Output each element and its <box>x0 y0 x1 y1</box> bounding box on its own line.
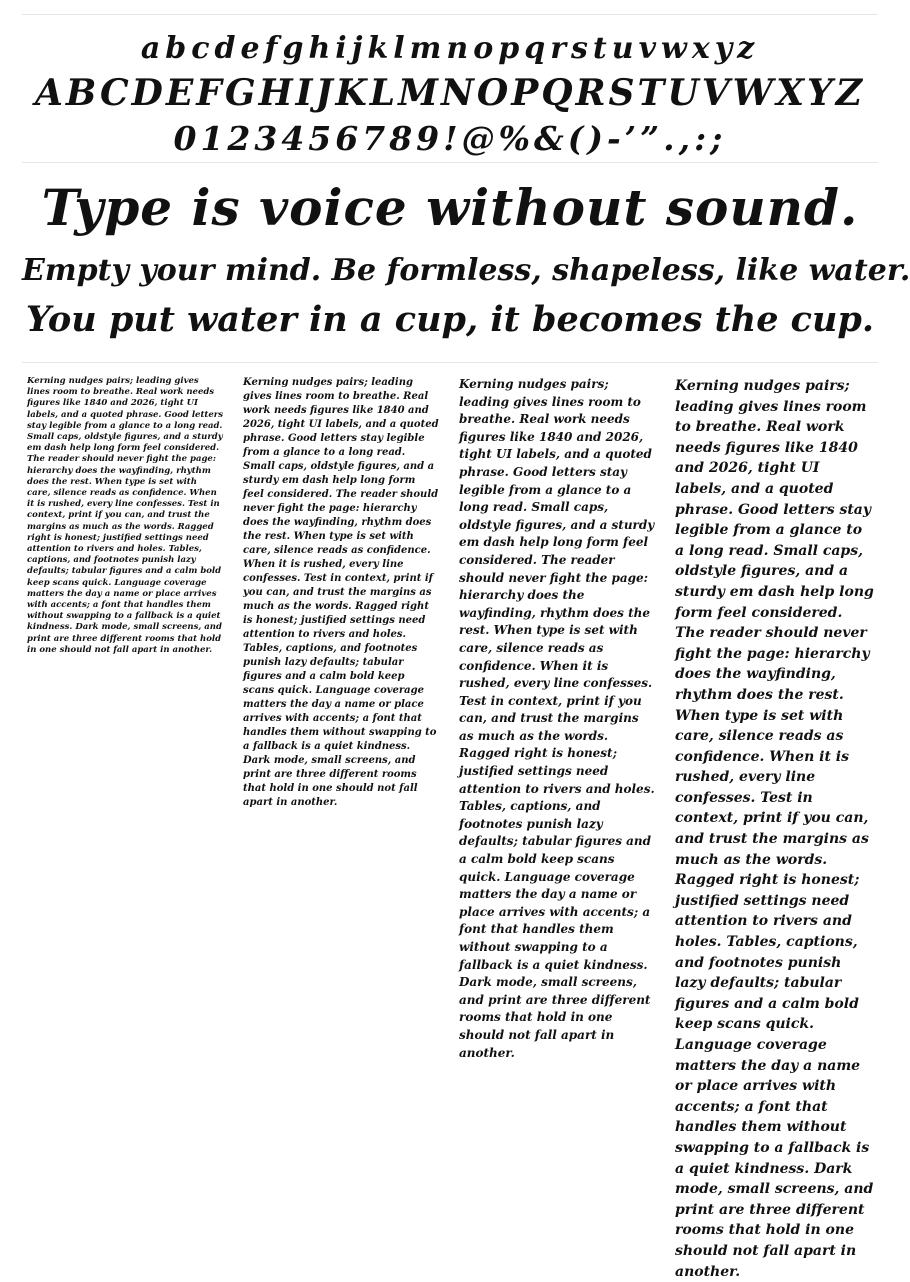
text-column-small: Kerning nudges pairs; leading gives lines room to breathe. Real work needs figures like 1840 and 2026, tight UI labels, and a quoted phrase. Good letters stay legible from a glance to a long read. Small caps, oldstyle figures, and a sturdy em dash help long form feel considered. The reader should never fight the page: hierarchy does the wayfinding, rhythm does the rest. When type is set with care, silence reads as confidence. When it is rushed, every line confesses. Test in context, print if you can, and trust the margins as much as the words. Ragged right is honest; justified settings need attention to rivers and holes. Tables, captions, and footnotes punish lazy defaults; tabular figures and a calm bold keep scans quick. Language coverage matters the day a name or place arrives with accents; a font that handles them without swapping to a fallback is a quiet kindness. Dark mode, small screens, and print are three different rooms that hold in one should not fall apart in another. <box>243 377 439 808</box>
display-headline: Type is voice without sound. <box>41 178 859 237</box>
lowercase-alphabet-row: abcdefghijklmnopqrstuvwxyz <box>140 31 760 66</box>
uppercase-alphabet-row: ABCDEFGHIJKLMNOPQRSTUVWXYZ <box>34 72 866 114</box>
display-line-2: Empty your mind. Be formless, shapeless, like water. <box>22 253 910 288</box>
text-column-smallest: Kerning nudges pairs; leading gives lines room to breathe. Real work needs figures like 1840 and 2026, tight UI labels, and a quoted phrase. Good letters stay legible from a glance to a long read. Small caps, oldstyle figures, and a sturdy em dash help long form feel considered. The reader should never fight the page: hierarchy does the wayfinding, rhythm does the rest. When type is set with care, silence reads as confidence. When it is rushed, every line confesses. Test in context, print if you can, and trust the margins as much as the words. Ragged right is honest; justified settings need attention to rivers and holes. Tables, captions, and footnotes punish lazy defaults; tabular figures and a calm bold keep scans quick. Language coverage matters the day a name or place arrives with accents; a font that handles them without swapping to a fallback is a quiet kindness. Dark mode, small screens, and print are three different rooms that hold in one should not fall apart in another. <box>27 376 223 655</box>
display-line-3: You put water in a cup, it becomes the cup. <box>25 299 875 340</box>
display-divider <box>22 362 878 363</box>
glyph-divider <box>22 162 878 163</box>
text-column-large: Kerning nudges pairs; leading gives lines room to breathe. Real work needs figures like 1840 and 2026, tight UI labels, and a quoted phrase. Good letters stay legible from a glance to a long read. Small caps, oldstyle figures, and a sturdy em dash help long form feel considered. The reader should never fight the page: hierarchy does the wayfinding, rhythm does the rest. When type is set with care, silence reads as confidence. When it is rushed, every line confesses. Test in context, print if you can, and trust the margins as much as the words. Ragged right is honest; justified settings need attention to rivers and holes. Tables, captions, and footnotes punish lazy defaults; tabular figures and a calm bold keep scans quick. Language coverage matters the day a name or place arrives with accents; a font that handles them without swapping to a fallback is a quiet kindness. Dark mode, small screens, and print are three different rooms that hold in one should not fall apart in another. <box>675 378 874 1280</box>
figures-punctuation-row: 0123456789!@%&()-’”.,:; <box>173 119 727 158</box>
text-column-medium: Kerning nudges pairs; leading gives lines room to breathe. Real work needs figures like 1840 and 2026, tight UI labels, and a quoted phrase. Good letters stay legible from a glance to a long read. Small caps, oldstyle figures, and a sturdy em dash help long form feel considered. The reader should never fight the page: hierarchy does the wayfinding, rhythm does the rest. When type is set with care, silence reads as confidence. When it is rushed, every line confesses. Test in context, print if you can, and trust the margins as much as the words. Ragged right is honest; justified settings need attention to rivers and holes. Tables, captions, and footnotes punish lazy defaults; tabular figures and a calm bold keep scans quick. Language coverage matters the day a name or place arrives with accents; a font that handles them without swapping to a fallback is a quiet kindness. Dark mode, small screens, and print are three different rooms that hold in one should not fall apart in another. <box>459 377 655 1060</box>
top-divider <box>22 14 878 15</box>
